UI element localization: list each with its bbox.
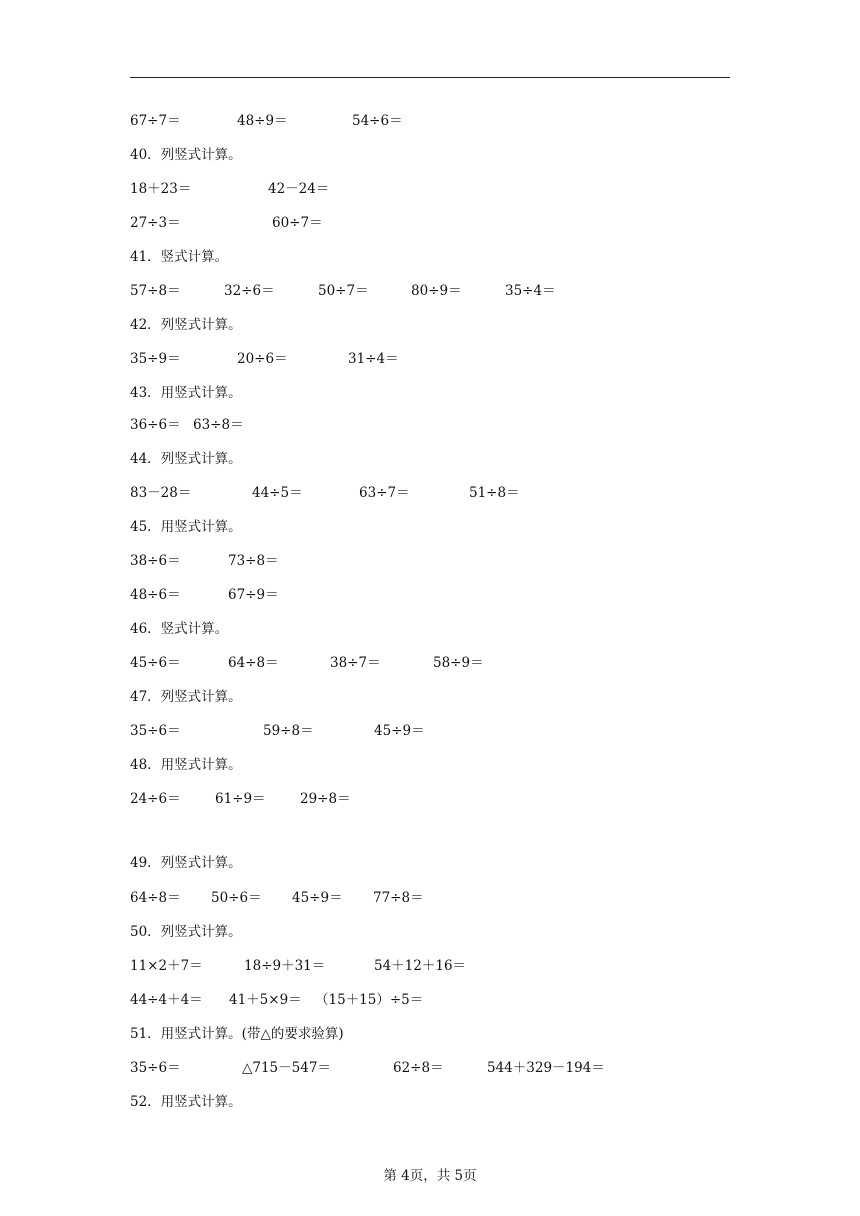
math-problem: 35÷9＝	[130, 351, 181, 367]
math-problem: △715－547＝	[242, 1060, 331, 1076]
question-heading: 42．列竖式计算。	[130, 317, 242, 333]
math-problem: 35÷6＝	[130, 723, 181, 739]
question-heading: 49．列竖式计算。	[130, 855, 242, 871]
page-footer: 第 4页，共 5页	[383, 1168, 477, 1184]
math-problem: 50÷6＝	[211, 890, 262, 906]
math-problem: 83－28＝	[130, 485, 192, 501]
math-problem: 54÷6＝	[352, 113, 403, 129]
math-problem: 44÷5＝	[252, 485, 303, 501]
math-problem: 63÷8＝	[193, 417, 244, 433]
math-problem: 38÷6＝	[130, 553, 181, 569]
math-problem: 63÷7＝	[359, 485, 410, 501]
question-heading: 47．列竖式计算。	[130, 689, 242, 705]
math-problem: 36÷6＝	[130, 417, 181, 433]
math-problem: 48÷9＝	[237, 113, 288, 129]
math-problem: 64÷8＝	[130, 890, 181, 906]
math-problem: 45÷9＝	[374, 723, 425, 739]
math-problem: 77÷8＝	[373, 890, 424, 906]
math-problem: 32÷6＝	[224, 283, 275, 299]
math-problem: 29÷8＝	[300, 791, 351, 807]
math-problem: 44÷4＋4＝	[130, 992, 203, 1008]
math-problem: 38÷7＝	[330, 655, 381, 671]
question-heading: 52．用竖式计算。	[130, 1094, 242, 1110]
question-heading: 48．用竖式计算。	[130, 757, 242, 773]
math-problem: 35÷6＝	[130, 1060, 181, 1076]
math-problem: 61÷9＝	[215, 791, 266, 807]
question-heading: 43．用竖式计算。	[130, 385, 242, 401]
math-problem: 31÷4＝	[348, 351, 399, 367]
math-problem: （15＋15）÷5＝	[315, 992, 424, 1008]
math-problem: 48÷6＝	[130, 587, 181, 603]
math-problem: 58÷9＝	[433, 655, 484, 671]
math-problem: 42－24＝	[268, 181, 330, 197]
math-problem: 544＋329－194＝	[487, 1060, 605, 1076]
question-heading: 45．用竖式计算。	[130, 519, 242, 535]
math-problem: 41＋5×9＝	[229, 992, 302, 1008]
math-problem: 20÷6＝	[237, 351, 288, 367]
math-problem: 59÷8＝	[263, 723, 314, 739]
math-problem: 80÷9＝	[411, 283, 462, 299]
header-rule	[130, 77, 730, 78]
math-problem: 73÷8＝	[228, 553, 279, 569]
math-problem: 50÷7＝	[318, 283, 369, 299]
math-problem: 67÷9＝	[228, 587, 279, 603]
math-problem: 67÷7＝	[130, 113, 181, 129]
question-heading: 41．竖式计算。	[130, 249, 229, 265]
math-problem: 24÷6＝	[130, 791, 181, 807]
question-heading: 50．列竖式计算。	[130, 924, 242, 940]
question-heading: 51．用竖式计算。(带△的要求验算)	[130, 1026, 344, 1042]
math-problem: 45÷6＝	[130, 655, 181, 671]
math-problem: 51÷8＝	[469, 485, 520, 501]
question-heading: 44．列竖式计算。	[130, 451, 242, 467]
math-problem: 35÷4＝	[505, 283, 556, 299]
math-problem: 60÷7＝	[272, 215, 323, 231]
math-problem: 57÷8＝	[130, 283, 181, 299]
math-problem: 18＋23＝	[130, 181, 192, 197]
math-problem: 11×2＋7＝	[130, 958, 203, 974]
math-problem: 18÷9＋31＝	[244, 958, 326, 974]
math-problem: 27÷3＝	[130, 215, 181, 231]
math-problem: 45÷9＝	[292, 890, 343, 906]
math-problem: 54＋12＋16＝	[374, 958, 467, 974]
math-problem: 64÷8＝	[228, 655, 279, 671]
question-heading: 40．列竖式计算。	[130, 147, 242, 163]
question-heading: 46．竖式计算。	[130, 621, 229, 637]
math-problem: 62÷8＝	[393, 1060, 444, 1076]
